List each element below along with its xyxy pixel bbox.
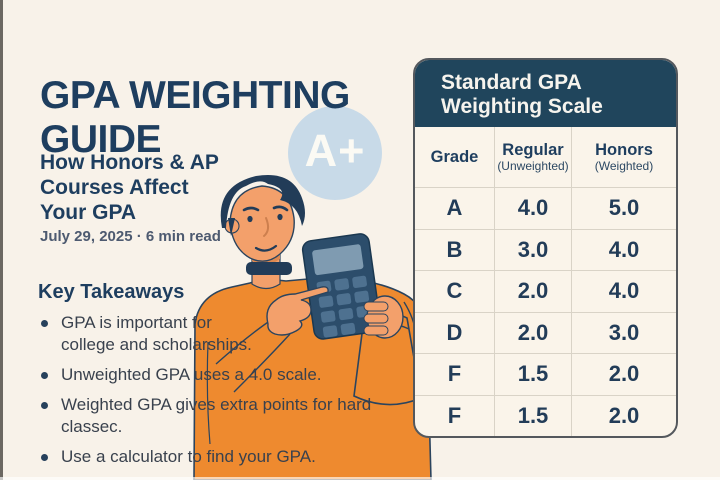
cell-honors: 4.0 [571, 230, 676, 271]
takeaway-item [38, 394, 390, 438]
page-title-line1: GPA WEIGHTING [40, 74, 350, 118]
cell-honors: 3.0 [571, 313, 676, 354]
column-header-grade: Grade [430, 148, 479, 166]
cell-honors: 4.0 [571, 271, 676, 312]
subtitle-line2: Courses Affect [40, 176, 189, 199]
cell-grade: C [446, 278, 463, 304]
takeaway-item [38, 446, 390, 468]
cell-grade: D [446, 319, 463, 345]
cell-grade: A [446, 195, 463, 221]
takeaway-item [38, 312, 390, 356]
table-row [415, 188, 676, 229]
table-row [415, 312, 676, 354]
page-subtitle [40, 150, 219, 225]
column-header-regular: Regular (Unweighted) [494, 127, 571, 187]
key-takeaways-heading: Key Takeaways [38, 281, 185, 303]
gpa-table-column-headers [415, 127, 676, 188]
page-title-line2: GUIDE [40, 118, 162, 162]
gpa-table-title [415, 60, 676, 127]
cell-honors: 2.0 [571, 396, 676, 437]
eye [277, 214, 282, 220]
cell-regular: 3.0 [494, 230, 571, 271]
takeaway-line: GPA is important for [61, 313, 212, 332]
column-header-honors: Honors (Weighted) [571, 127, 676, 187]
page-title [40, 74, 420, 162]
a-plus-badge-label: A+ [304, 125, 366, 176]
takeaway-line: Weighted GPA gives extra points for hard [61, 395, 372, 414]
cell-honors: 5.0 [571, 188, 676, 229]
subtitle-line3: Your GPA [40, 201, 137, 224]
cell-grade: B [446, 236, 463, 262]
cell-grade: F [447, 361, 462, 387]
key-takeaways-list [38, 312, 390, 476]
face [221, 175, 305, 261]
takeaway-line: classec. [61, 417, 123, 436]
cell-regular: 2.0 [494, 271, 571, 312]
cell-regular: 1.5 [494, 396, 571, 437]
takeaway-line: Use a calculator to find your GPA. [61, 447, 316, 466]
gpa-table-title-line1: Standard GPA [441, 71, 582, 94]
left-edge-line [0, 0, 3, 480]
table-row [415, 270, 676, 312]
subtitle-line1: How Honors & AP [40, 151, 219, 174]
table-row [415, 395, 676, 437]
article-meta: July 29, 2025 · 6 min read [40, 228, 221, 245]
cell-regular: 4.0 [494, 188, 571, 229]
cell-honors: 2.0 [571, 354, 676, 395]
takeaway-item [38, 364, 390, 386]
cell-grade: F [447, 402, 462, 428]
gpa-table [413, 58, 678, 438]
cell-regular: 2.0 [494, 313, 571, 354]
table-row [415, 229, 676, 271]
cell-regular: 1.5 [494, 354, 571, 395]
takeaway-line: Unweighted GPA uses a 4.0 scale. [61, 365, 322, 384]
table-row [415, 353, 676, 395]
gpa-table-title-line2: Weighting Scale [441, 95, 603, 118]
eye [247, 216, 252, 222]
choker-band [246, 262, 292, 275]
takeaway-line: college and scholarships. [61, 335, 252, 354]
